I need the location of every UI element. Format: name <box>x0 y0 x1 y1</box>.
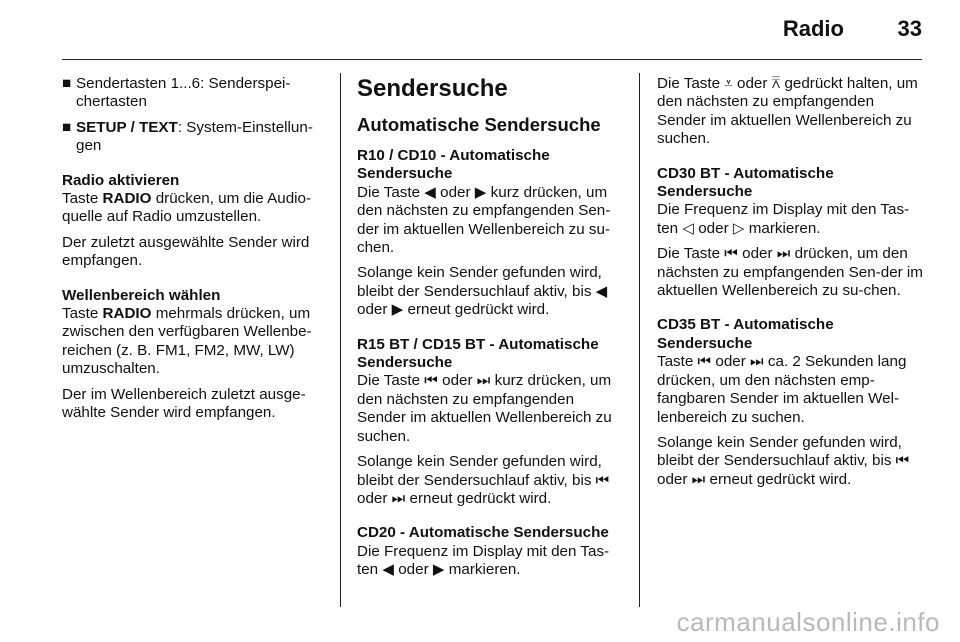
square-bullet-icon: ■ <box>62 118 72 136</box>
paragraph <box>62 190 330 227</box>
paragraph <box>62 305 330 379</box>
heading-radio-activate: Radio aktivieren <box>62 171 180 189</box>
key-label: SETUP / TEXT <box>76 118 178 136</box>
paragraph: Die Frequenz im Display mit den Tas-ten ◀ oder ▶ markieren. <box>357 542 610 579</box>
subsection-heading: Automatische Sendersuche <box>357 114 601 135</box>
watermark: carmanualsonline.info <box>676 607 940 637</box>
section-heading: Sendersuche <box>357 75 508 102</box>
bullet-text: : System-Einstellun-gen <box>76 118 313 155</box>
square-bullet-icon: ■ <box>62 75 72 92</box>
bullet-text: Sendertasten 1...6: Senderspei-chertasten <box>76 75 291 111</box>
paragraph: Solange kein Sender gefunden wird, bleibt der Sendersuchlauf aktiv, bis ◀ oder ▶ erneut gedrückt wird. <box>357 264 608 319</box>
paragraph: Solange kein Sender gefunden wird, bleibt der Sendersuchlauf aktiv, bis ⏮ oder ⏭ erneut gedrückt wird. <box>657 433 910 488</box>
section-title: Radio <box>782 16 844 41</box>
paragraph: Taste ⏮ oder ⏭ ca. 2 Sekunden lang drücken, um den nächsten emp-fangbaren Sender im aktuellen Wel-lenbereich zu suchen. <box>657 353 907 426</box>
paragraph: Solange kein Sender gefunden wird, bleibt der Sendersuchlauf aktiv, bis ⏮ oder ⏭ erneut gedrückt wird. <box>357 453 610 507</box>
column-2 <box>357 75 625 587</box>
page-number: 33 <box>897 16 922 41</box>
bullet-item <box>62 119 330 156</box>
heading-r10: R10 / CD10 - Automatische Sendersuche <box>357 147 550 183</box>
key-label: RADIO <box>102 305 152 323</box>
heading-cd35: CD35 BT - Automatische Sendersuche <box>657 316 834 352</box>
paragraph: Der zuletzt ausgewählte Sender wird empfangen. <box>62 233 310 270</box>
heading-waveband: Wellenbereich wählen <box>62 286 221 304</box>
text: mehrmals drücken, um zwischen den verfügbaren Wellenbe-reichen (z. B. FM1, FM2, MW, LW) umzuschalten. <box>62 305 312 378</box>
paragraph: Die Taste ⩡ oder ⩞ gedrückt halten, um den nächsten zu empfangenden Sender im aktuellen Wellenbereich zu suchen. <box>657 75 918 148</box>
column-1 <box>62 75 330 430</box>
page-header <box>62 14 922 62</box>
header-rule <box>62 59 922 60</box>
heading-cd30: CD30 BT - Automatische Sendersuche <box>657 164 834 201</box>
column-divider-2 <box>639 73 640 607</box>
column-divider-1 <box>340 73 341 607</box>
text: Taste <box>62 305 103 323</box>
key-label: RADIO <box>102 190 152 208</box>
column-3 <box>657 75 925 496</box>
text: Taste <box>62 190 103 208</box>
text: drücken, um die Audio-quelle auf Radio umzustellen. <box>62 190 312 226</box>
heading-cd20: CD20 - Automatische Sendersuche <box>357 524 609 542</box>
paragraph: Die Taste ⏮ oder ⏭ kurz drücken, um den nächsten zu empfangenden Sender im aktuellen Wellenbereich zu suchen. <box>357 372 612 445</box>
heading-r15: R15 BT / CD15 BT - Automatische Sendersuche <box>357 335 599 372</box>
paragraph: Die Taste ⏮ oder ⏭ drücken, um den nächsten zu empfangenden Sen-der im aktuellen Wellenbereich zu su-chen. <box>657 245 923 300</box>
bullet-item <box>62 75 330 112</box>
paragraph: Die Taste ◀ oder ▶ kurz drücken, um den nächsten zu empfangenden Sen-der im aktuellen Wellenbereich zu su-chen. <box>357 183 611 257</box>
paragraph: Die Frequenz im Display mit den Tas-ten ◁ oder ▷ markieren. <box>657 201 910 237</box>
paragraph: Der im Wellenbereich zuletzt ausge-wählte Sender wird empfangen. <box>62 385 306 422</box>
